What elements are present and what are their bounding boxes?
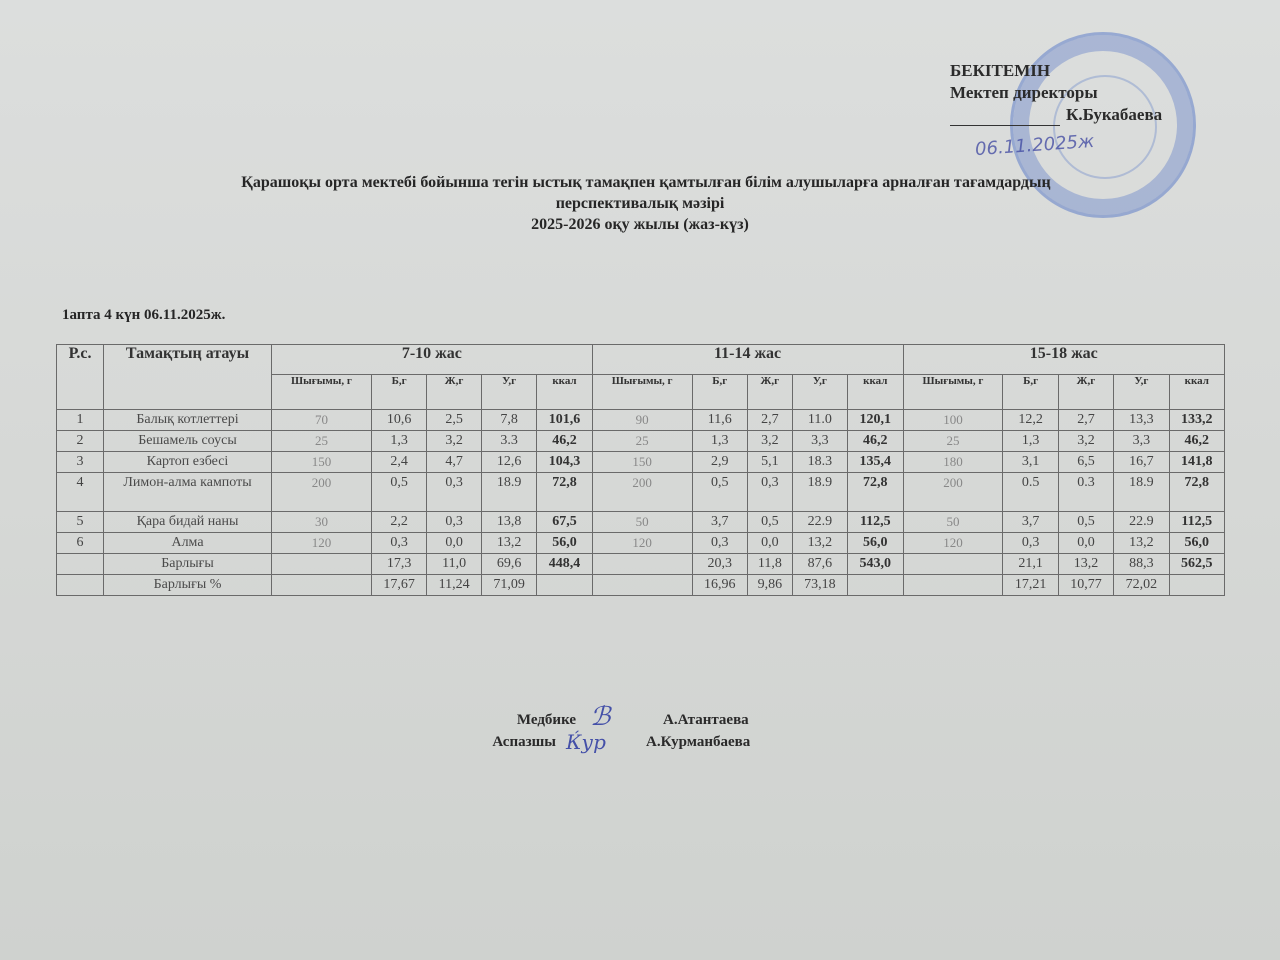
fat-g-cell: 0.3 xyxy=(1058,473,1113,512)
dish-name: Алма xyxy=(104,533,272,554)
output-g-cell: 25 xyxy=(903,431,1003,452)
fat-g-cell: 11,0 xyxy=(427,554,482,575)
document-title xyxy=(0,172,1280,235)
kcal-cell: 46,2 xyxy=(1169,431,1224,452)
output-g-cell: 25 xyxy=(272,431,372,452)
fat-g-cell: 0,3 xyxy=(427,512,482,533)
title-line-2: перспективалық мәзірі xyxy=(555,195,725,212)
carbs-g-cell: 16,7 xyxy=(1114,452,1169,473)
subheader-cell: Б,г xyxy=(1003,375,1058,410)
kcal-cell: 448,4 xyxy=(537,554,592,575)
kcal-cell: 67,5 xyxy=(537,512,592,533)
output-g-cell: 70 xyxy=(272,410,372,431)
subheader-cell: У,г xyxy=(792,375,847,410)
table-row xyxy=(57,533,1225,554)
protein-g-cell: 1,3 xyxy=(692,431,747,452)
protein-g-cell: 0,5 xyxy=(692,473,747,512)
signatures-block xyxy=(0,702,1280,756)
header-dish-name: Тамақтың атауы xyxy=(104,345,272,410)
kcal-cell: 112,5 xyxy=(848,512,903,533)
protein-g-cell: 1,3 xyxy=(1003,431,1058,452)
kcal-cell xyxy=(537,575,592,596)
carbs-g-cell: 12,6 xyxy=(481,452,536,473)
protein-g-cell: 1,3 xyxy=(371,431,426,452)
kcal-cell: 46,2 xyxy=(537,431,592,452)
protein-g-cell: 20,3 xyxy=(692,554,747,575)
protein-g-cell: 0,3 xyxy=(371,533,426,554)
row-number: 3 xyxy=(57,452,104,473)
output-g-cell: 50 xyxy=(592,512,692,533)
output-g-cell: 50 xyxy=(903,512,1003,533)
person-name: А.Атантаева xyxy=(663,712,749,728)
output-g-cell: 120 xyxy=(903,533,1003,554)
kcal-cell: 135,4 xyxy=(848,452,903,473)
fat-g-cell: 11,24 xyxy=(427,575,482,596)
output-g-cell: 90 xyxy=(592,410,692,431)
carbs-g-cell: 69,6 xyxy=(481,554,536,575)
subheader-cell: Б,г xyxy=(692,375,747,410)
dish-name: Қара бидай наны xyxy=(104,512,272,533)
output-g-cell xyxy=(903,575,1003,596)
protein-g-cell: 3,1 xyxy=(1003,452,1058,473)
row-number: 1 xyxy=(57,410,104,431)
protein-g-cell: 16,96 xyxy=(692,575,747,596)
output-g-cell: 180 xyxy=(903,452,1003,473)
title-line-3: 2025-2026 оқу жылы (жаз-күз) xyxy=(531,216,749,233)
role-label: Медбике xyxy=(516,712,576,728)
subheader-cell: У,г xyxy=(481,375,536,410)
fat-g-cell: 5,1 xyxy=(747,452,792,473)
carbs-g-cell: 18.9 xyxy=(1114,473,1169,512)
carbs-g-cell: 13,8 xyxy=(481,512,536,533)
kcal-cell: 141,8 xyxy=(1169,452,1224,473)
kcal-cell: 120,1 xyxy=(848,410,903,431)
output-g-cell: 200 xyxy=(272,473,372,512)
carbs-g-cell: 87,6 xyxy=(792,554,847,575)
table-row xyxy=(57,512,1225,533)
protein-g-cell: 2,4 xyxy=(371,452,426,473)
protein-g-cell: 0,3 xyxy=(692,533,747,554)
protein-g-cell: 12,2 xyxy=(1003,410,1058,431)
output-g-cell: 120 xyxy=(592,533,692,554)
fat-g-cell: 0,0 xyxy=(1058,533,1113,554)
subheader-cell: Ж,г xyxy=(427,375,482,410)
role-label: Аспазшы xyxy=(492,734,556,750)
carbs-g-cell: 3,3 xyxy=(1114,431,1169,452)
subheader-cell: Ж,г xyxy=(747,375,792,410)
output-g-cell xyxy=(903,554,1003,575)
fat-g-cell: 11,8 xyxy=(747,554,792,575)
protein-g-cell: 0,5 xyxy=(371,473,426,512)
output-g-cell: 30 xyxy=(272,512,372,533)
carbs-g-cell: 13,3 xyxy=(1114,410,1169,431)
kcal-cell: 112,5 xyxy=(1169,512,1224,533)
kcal-cell: 72,8 xyxy=(1169,473,1224,512)
row-number: 5 xyxy=(57,512,104,533)
kcal-cell: 56,0 xyxy=(848,533,903,554)
table-row xyxy=(57,431,1225,452)
subheader-cell: Ж,г xyxy=(1058,375,1113,410)
carbs-g-cell: 18.9 xyxy=(481,473,536,512)
carbs-g-cell: 22.9 xyxy=(792,512,847,533)
row-number: 6 xyxy=(57,533,104,554)
dish-name: Бешамель соусы xyxy=(104,431,272,452)
carbs-g-cell: 3,3 xyxy=(792,431,847,452)
output-g-cell xyxy=(272,575,372,596)
fat-g-cell: 4,7 xyxy=(427,452,482,473)
approval-position: Мектеп директоры xyxy=(950,83,1098,102)
kcal-cell: 46,2 xyxy=(848,431,903,452)
percent-label: Барлығы % xyxy=(104,575,272,596)
signature-scribble: ℬ xyxy=(590,702,611,732)
subheader-cell: Шығымы, г xyxy=(272,375,372,410)
kcal-cell: 56,0 xyxy=(537,533,592,554)
signature-scribble: Ќур xyxy=(566,730,606,754)
subheader-cell: Б,г xyxy=(371,375,426,410)
output-g-cell: 200 xyxy=(903,473,1003,512)
output-g-cell xyxy=(592,554,692,575)
table-row xyxy=(57,452,1225,473)
fat-g-cell: 0,3 xyxy=(747,473,792,512)
carbs-g-cell: 13,2 xyxy=(792,533,847,554)
protein-g-cell: 0,3 xyxy=(1003,533,1058,554)
director-name: К.Букабаева xyxy=(1066,105,1163,124)
kcal-cell: 72,8 xyxy=(848,473,903,512)
fat-g-cell: 0,5 xyxy=(1058,512,1113,533)
signature-row-cook xyxy=(0,730,1280,756)
output-g-cell: 150 xyxy=(592,452,692,473)
fat-g-cell: 0,3 xyxy=(427,473,482,512)
week-day-label: 1апта 4 күн 06.11.2025ж. xyxy=(62,307,226,323)
person-name: А.Курманбаева xyxy=(646,734,751,750)
kcal-cell xyxy=(848,575,903,596)
fat-g-cell: 13,2 xyxy=(1058,554,1113,575)
kcal-cell: 72,8 xyxy=(537,473,592,512)
protein-g-cell: 3,7 xyxy=(692,512,747,533)
carbs-g-cell: 13,2 xyxy=(1114,533,1169,554)
output-g-cell: 150 xyxy=(272,452,372,473)
protein-g-cell: 17,67 xyxy=(371,575,426,596)
fat-g-cell: 0,0 xyxy=(427,533,482,554)
protein-g-cell: 17,3 xyxy=(371,554,426,575)
output-g-cell xyxy=(272,554,372,575)
dish-name: Балық котлеттері xyxy=(104,410,272,431)
carbs-g-cell: 88,3 xyxy=(1114,554,1169,575)
carbs-g-cell: 22.9 xyxy=(1114,512,1169,533)
percent-row xyxy=(57,575,1225,596)
protein-g-cell: 10,6 xyxy=(371,410,426,431)
protein-g-cell: 21,1 xyxy=(1003,554,1058,575)
kcal-cell: 56,0 xyxy=(1169,533,1224,554)
total-row xyxy=(57,554,1225,575)
header-group-15-18: 15-18 жас xyxy=(903,345,1225,375)
output-g-cell: 200 xyxy=(592,473,692,512)
fat-g-cell: 3,2 xyxy=(427,431,482,452)
carbs-g-cell: 18.9 xyxy=(792,473,847,512)
kcal-cell: 133,2 xyxy=(1169,410,1224,431)
fat-g-cell: 2,5 xyxy=(427,410,482,431)
handwritten-date: 06.11.2025ж xyxy=(974,130,1095,161)
kcal-cell: 101,6 xyxy=(537,410,592,431)
carbs-g-cell: 18.3 xyxy=(792,452,847,473)
fat-g-cell: 2,7 xyxy=(1058,410,1113,431)
fat-g-cell: 0,5 xyxy=(747,512,792,533)
carbs-g-cell: 3.3 xyxy=(481,431,536,452)
signature-row-nurse xyxy=(0,702,1280,734)
protein-g-cell: 17,21 xyxy=(1003,575,1058,596)
kcal-cell: 104,3 xyxy=(537,452,592,473)
carbs-g-cell: 73,18 xyxy=(792,575,847,596)
fat-g-cell: 9,86 xyxy=(747,575,792,596)
protein-g-cell: 2,2 xyxy=(371,512,426,533)
output-g-cell: 120 xyxy=(272,533,372,554)
dish-name: Лимон-алма кампоты xyxy=(104,473,272,512)
protein-g-cell: 2,9 xyxy=(692,452,747,473)
subheader-cell: ккал xyxy=(1169,375,1224,410)
fat-g-cell: 2,7 xyxy=(747,410,792,431)
row-number: 4 xyxy=(57,473,104,512)
header-group-7-10: 7-10 жас xyxy=(272,345,593,375)
carbs-g-cell: 13,2 xyxy=(481,533,536,554)
protein-g-cell: 11,6 xyxy=(692,410,747,431)
kcal-cell xyxy=(1169,575,1224,596)
menu-table xyxy=(56,344,1225,596)
carbs-g-cell: 72,02 xyxy=(1114,575,1169,596)
row-number xyxy=(57,554,104,575)
row-number: 2 xyxy=(57,431,104,452)
subheader-cell: ккал xyxy=(537,375,592,410)
table-row xyxy=(57,410,1225,431)
table-row xyxy=(57,473,1225,512)
output-g-cell: 25 xyxy=(592,431,692,452)
subheader-cell: Шығымы, г xyxy=(903,375,1003,410)
dish-name: Картоп езбесі xyxy=(104,452,272,473)
subheader-cell: ккал xyxy=(848,375,903,410)
approval-heading: БЕКІТЕМІН xyxy=(950,61,1051,80)
carbs-g-cell: 11.0 xyxy=(792,410,847,431)
carbs-g-cell: 71,09 xyxy=(481,575,536,596)
approval-block xyxy=(950,60,1162,126)
total-label: Барлығы xyxy=(104,554,272,575)
kcal-cell: 543,0 xyxy=(848,554,903,575)
header-group-11-14: 11-14 жас xyxy=(592,345,903,375)
fat-g-cell: 3,2 xyxy=(747,431,792,452)
carbs-g-cell: 7,8 xyxy=(481,410,536,431)
protein-g-cell: 3,7 xyxy=(1003,512,1058,533)
fat-g-cell: 0,0 xyxy=(747,533,792,554)
fat-g-cell: 3,2 xyxy=(1058,431,1113,452)
output-g-cell: 100 xyxy=(903,410,1003,431)
header-num: Р.с. xyxy=(57,345,104,410)
fat-g-cell: 6,5 xyxy=(1058,452,1113,473)
protein-g-cell: 0.5 xyxy=(1003,473,1058,512)
kcal-cell: 562,5 xyxy=(1169,554,1224,575)
signature-line xyxy=(950,111,1060,126)
subheader-cell: У,г xyxy=(1114,375,1169,410)
row-number xyxy=(57,575,104,596)
output-g-cell xyxy=(592,575,692,596)
title-line-1: Қарашоқы орта мектебі бойынша тегін ыстық тамақпен қамтылған білім алушыларға арналған тағамдардың xyxy=(241,174,1051,191)
fat-g-cell: 10,77 xyxy=(1058,575,1113,596)
subheader-cell: Шығымы, г xyxy=(592,375,692,410)
